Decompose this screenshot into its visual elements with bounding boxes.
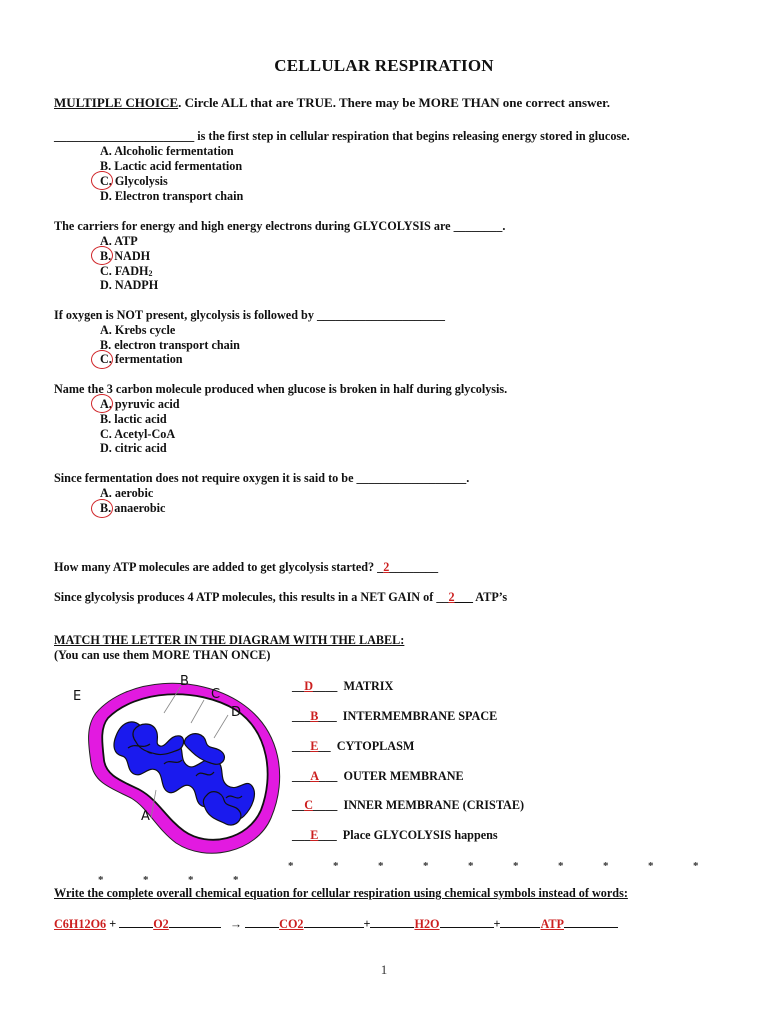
match-row-glycolysis-location xyxy=(292,828,498,843)
answer-circle-mark xyxy=(91,246,113,265)
answer-letter[interactable]: C xyxy=(304,798,313,812)
question-2-prompt: The carriers for energy and high energy electrons during GLYCOLYSIS are ________. xyxy=(54,219,506,233)
question-4-prompt: Name the 3 carbon molecule produced when glucose is broken in half during glycolysis. xyxy=(54,382,508,396)
reactant-glucose[interactable]: C6H12O6 xyxy=(54,917,107,931)
blank xyxy=(500,916,540,928)
answer-letter[interactable]: A xyxy=(310,769,320,783)
match-label: CYTOPLASM xyxy=(336,739,415,753)
blank xyxy=(440,916,494,928)
answer-circle-mark xyxy=(91,394,113,413)
star: * xyxy=(648,860,654,872)
fill-in-question-1 xyxy=(54,560,438,575)
blank-lead: __ xyxy=(292,679,305,693)
q1-option-b[interactable]: B. Lactic acid fermentation xyxy=(100,159,243,173)
match-row-outer-membrane xyxy=(292,769,464,784)
match-label: INTERMEMBRANE SPACE xyxy=(342,709,498,723)
star: * xyxy=(98,874,104,886)
star: * xyxy=(188,874,194,886)
q4-option-c[interactable]: C. Acetyl-CoA xyxy=(100,427,176,441)
equation-heading: Write the complete overall chemical equation for cellular respiration using chemical symbols instead of words: xyxy=(54,886,628,900)
match-label: Place GLYCOLYSIS happens xyxy=(342,828,498,842)
blank-lead: ___ xyxy=(292,769,311,783)
blank-lead: ___ xyxy=(292,709,311,723)
diagram-label-d: D xyxy=(231,705,242,720)
blank-trail: ___ xyxy=(454,590,473,604)
blank-trail: ___ xyxy=(318,828,337,842)
match-label: MATRIX xyxy=(343,679,394,693)
blank-trail: ___ xyxy=(319,769,338,783)
blank xyxy=(169,916,221,928)
q2-option-a[interactable]: A. ATP xyxy=(100,234,138,248)
matching-subheading: (You can use them MORE THAN ONCE) xyxy=(54,648,271,662)
q5-option-b[interactable]: B. anaerobic xyxy=(100,501,166,515)
question-text: How many ATP molecules are added to get glycolysis started? xyxy=(54,560,375,574)
arrow-icon: → xyxy=(229,917,243,931)
mitochondrion-diagram xyxy=(56,668,286,863)
blank-lead: __ xyxy=(292,798,305,812)
instructions-heading: MULTIPLE CHOICE xyxy=(54,95,179,110)
blank xyxy=(370,916,414,928)
match-label: OUTER MEMBRANE xyxy=(343,769,464,783)
blank xyxy=(119,916,153,928)
answer-blank[interactable]: _______________________ xyxy=(54,129,195,143)
q3-option-b[interactable]: B. electron transport chain xyxy=(100,338,240,352)
match-row-intermembrane-space xyxy=(292,709,497,724)
answer-circle-mark xyxy=(91,171,113,190)
blank xyxy=(304,916,364,928)
answer-letter[interactable]: E xyxy=(310,739,319,753)
answer-letter[interactable]: E xyxy=(310,828,319,842)
star: * xyxy=(233,874,239,886)
page-number: 1 xyxy=(380,962,388,977)
fill-in-question-2 xyxy=(54,590,507,605)
match-row-inner-membrane xyxy=(292,798,524,813)
blank xyxy=(564,916,618,928)
star: * xyxy=(468,860,474,872)
q1-option-a[interactable]: A. Alcoholic fermentation xyxy=(100,144,234,158)
q4-option-d[interactable]: D. citric acid xyxy=(100,441,167,455)
question-text: Since glycolysis produces 4 ATP molecules, this results in a NET GAIN of xyxy=(54,590,437,604)
page-title: CELLULAR RESPIRATION xyxy=(274,56,494,75)
option-text: C. FADH xyxy=(100,264,149,278)
star: * xyxy=(143,874,149,886)
reactant-oxygen[interactable]: O2 xyxy=(153,917,169,931)
star: * xyxy=(378,860,384,872)
mitochondrion-illustration xyxy=(56,668,286,863)
diagram-label-b: B xyxy=(180,674,189,689)
q5-option-a[interactable]: A. aerobic xyxy=(100,486,154,500)
star: * xyxy=(333,860,339,872)
match-label: INNER MEMBRANE (CRISTAE) xyxy=(343,798,525,812)
q4-option-a[interactable]: A. pyruvic acid xyxy=(100,397,180,411)
match-row-matrix xyxy=(292,679,393,694)
blank-trail: __ xyxy=(318,739,331,753)
blank-trail: ________ xyxy=(389,560,439,574)
blank-trail: ____ xyxy=(313,679,338,693)
star: * xyxy=(558,860,564,872)
chemical-equation: C6H12O6 + O2 → CO2 + H2O + ATP xyxy=(54,916,618,932)
product-carbon-dioxide[interactable]: CO2 xyxy=(279,917,304,931)
blank-lead: _ xyxy=(374,560,384,574)
blank-trail: ____ xyxy=(313,798,338,812)
question-1-prompt xyxy=(54,129,630,144)
instructions xyxy=(54,95,610,111)
answer-letter[interactable]: B xyxy=(310,709,319,723)
q2-option-b[interactable]: B. NADH xyxy=(100,249,151,263)
blank-lead: ___ xyxy=(292,739,311,753)
blank-trail: ___ xyxy=(318,709,337,723)
q3-option-c[interactable]: C. fermentation xyxy=(100,352,183,366)
match-row-cytoplasm xyxy=(292,739,414,754)
diagram-label-a: A xyxy=(141,809,150,824)
blank-lead: ___ xyxy=(292,828,311,842)
blank xyxy=(245,916,279,928)
star: * xyxy=(513,860,519,872)
q1-option-d[interactable]: D. Electron transport chain xyxy=(100,189,244,203)
blank-lead: __ xyxy=(436,590,449,604)
q4-option-b[interactable]: B. lactic acid xyxy=(100,412,167,426)
matching-heading: MATCH THE LETTER IN THE DIAGRAM WITH THE LABEL: xyxy=(54,633,405,647)
instructions-text: . Circle ALL that are TRUE. There may be MORE THAN one correct answer. xyxy=(178,95,611,110)
plus-sign: + xyxy=(106,917,120,931)
q2-option-d[interactable]: D. NADPH xyxy=(100,278,159,292)
question-5-prompt: Since fermentation does not require oxygen it is said to be __________________. xyxy=(54,471,470,485)
suffix-text: ATP’s xyxy=(472,590,508,604)
answer-value[interactable]: 2 xyxy=(448,590,455,604)
diagram-label-e: E xyxy=(73,689,82,704)
q3-option-a[interactable]: A. Krebs cycle xyxy=(100,323,176,337)
answer-circle-mark xyxy=(91,499,113,518)
subscript: 2 xyxy=(148,269,153,278)
star: * xyxy=(288,860,294,872)
question-3-prompt: If oxygen is NOT present, glycolysis is followed by _____________________ xyxy=(54,308,445,322)
star: * xyxy=(423,860,429,872)
q1-option-c[interactable]: C. Glycolysis xyxy=(100,174,168,188)
question-text: is the first step in cellular respiration that begins releasing energy stored in glucose. xyxy=(194,129,630,143)
star-separator-row-1 xyxy=(288,856,703,874)
product-atp[interactable]: ATP xyxy=(540,917,564,931)
product-water[interactable]: H2O xyxy=(414,917,440,931)
answer-letter[interactable]: D xyxy=(304,679,313,693)
star: * xyxy=(603,860,609,872)
diagram-label-c: C xyxy=(211,687,221,702)
star: * xyxy=(693,860,699,872)
answer-value[interactable]: 2 xyxy=(383,560,390,574)
answer-circle-mark xyxy=(91,350,113,369)
